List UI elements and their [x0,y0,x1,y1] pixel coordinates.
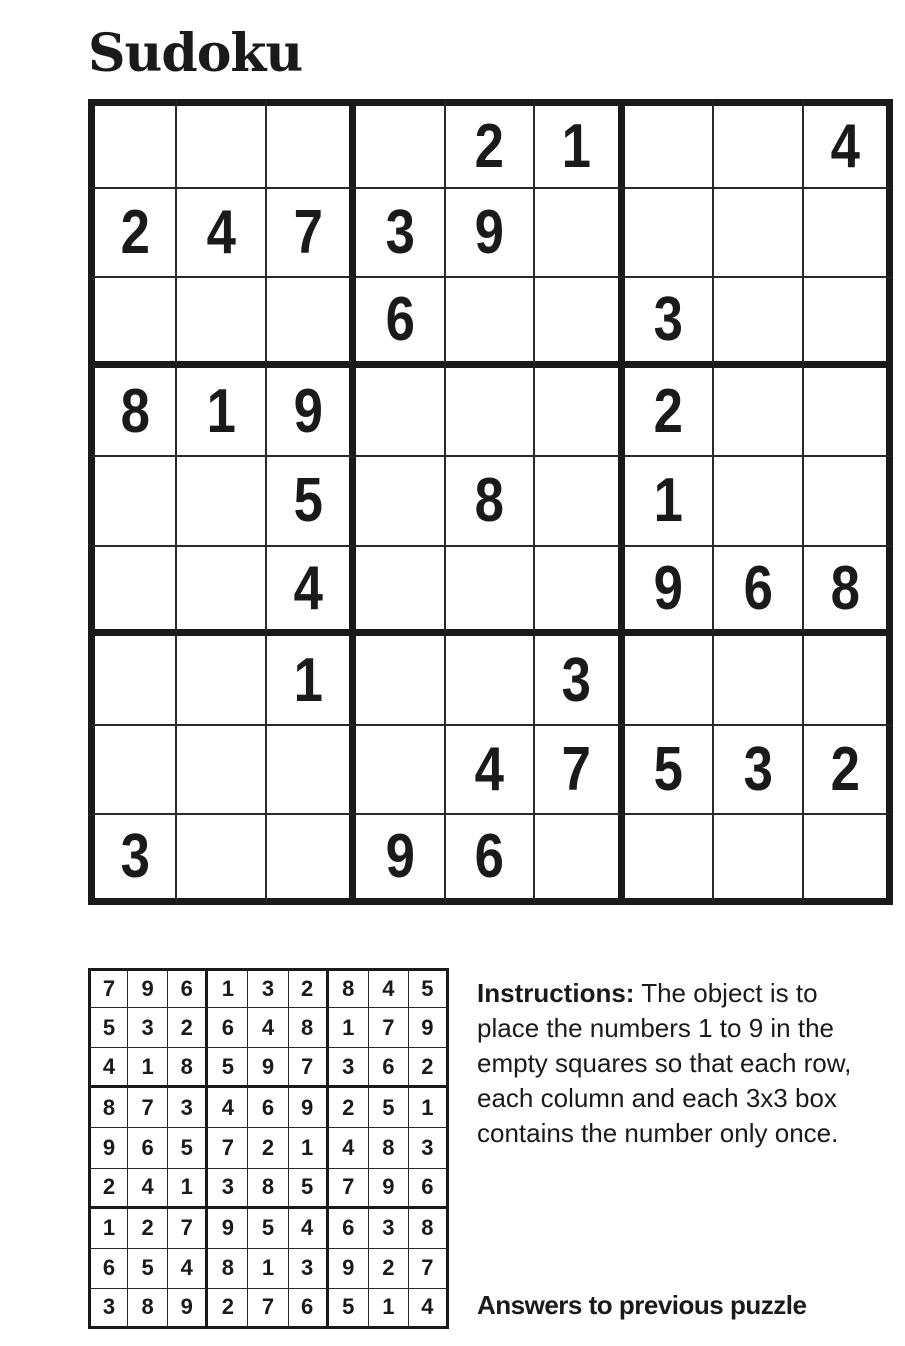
sudoku-cell[interactable] [535,547,624,637]
cell-digit: 8 [120,376,150,446]
sudoku-cell[interactable] [714,368,803,458]
answer-cell: 5 [289,1169,329,1209]
answer-cell: 1 [289,1128,329,1168]
sudoku-cell[interactable] [535,368,624,458]
sudoku-cell[interactable] [804,368,893,458]
answer-cell: 2 [208,1289,248,1329]
answer-cell: 5 [128,1249,168,1289]
sudoku-cell[interactable] [177,726,266,816]
sudoku-cell[interactable] [446,99,535,189]
sudoku-cell[interactable] [177,457,266,547]
sudoku-cell[interactable] [356,99,445,189]
answer-cell: 6 [168,968,208,1008]
sudoku-cell[interactable] [535,278,624,368]
answer-cell: 8 [409,1209,449,1249]
sudoku-cell[interactable] [356,278,445,368]
cell-digit: 3 [385,197,415,267]
answer-cell: 1 [88,1209,128,1249]
cell-digit: 6 [385,284,415,354]
cell-digit: 9 [474,197,505,267]
answer-cell: 2 [289,968,329,1008]
cell-digit: 2 [120,197,150,267]
cell-digit: 2 [653,376,684,446]
answer-cell: 8 [369,1128,409,1168]
answer-cell: 4 [128,1169,168,1209]
instructions-label: Instructions: [477,978,635,1008]
answer-cell: 3 [369,1209,409,1249]
answer-cell: 4 [208,1088,248,1128]
sudoku-cell[interactable] [446,815,535,905]
answer-cell: 6 [289,1289,329,1329]
sudoku-cell[interactable] [625,815,714,905]
answer-cell: 7 [88,968,128,1008]
cell-digit: 1 [206,376,236,446]
sudoku-cell[interactable] [177,189,266,279]
sudoku-cell[interactable] [804,547,893,637]
answer-cell: 3 [248,968,288,1008]
sudoku-cell[interactable] [714,189,803,279]
answer-cell: 6 [128,1128,168,1168]
sudoku-cell[interactable] [446,368,535,458]
answer-cell: 8 [289,1008,329,1048]
sudoku-cell[interactable] [804,815,893,905]
sudoku-cell[interactable] [714,99,803,189]
answer-cell: 3 [168,1088,208,1128]
answer-cell: 9 [329,1249,369,1289]
answer-cell: 5 [208,1048,248,1088]
sudoku-cell[interactable] [804,636,893,726]
answer-cell: 8 [329,968,369,1008]
answer-cell: 2 [329,1088,369,1128]
cell-digit: 9 [653,553,684,623]
answer-cell: 6 [329,1209,369,1249]
answer-cell: 1 [248,1249,288,1289]
sudoku-cell[interactable] [177,636,266,726]
sudoku-cell[interactable] [356,726,445,816]
sudoku-cell[interactable] [88,368,177,458]
cell-digit: 8 [830,553,860,623]
cell-digit: 7 [561,735,592,805]
sudoku-cell[interactable] [446,636,535,726]
answer-cell: 5 [329,1289,369,1329]
sudoku-cell[interactable] [177,278,266,368]
answer-cell: 6 [369,1048,409,1088]
cell-digit: 9 [385,822,415,892]
answer-cell: 2 [168,1008,208,1048]
answer-cell: 3 [409,1128,449,1168]
sudoku-cell[interactable] [804,99,893,189]
sudoku-cell[interactable] [177,547,266,637]
sudoku-cell[interactable] [625,547,714,637]
answer-cell: 7 [208,1128,248,1168]
sudoku-cell[interactable] [177,368,266,458]
answer-cell: 5 [409,968,449,1008]
sudoku-cell[interactable] [88,99,177,189]
sudoku-cell[interactable] [88,547,177,637]
sudoku-cell[interactable] [267,815,356,905]
cell-digit: 4 [474,735,505,805]
answer-cell: 6 [409,1169,449,1209]
sudoku-cell[interactable] [625,726,714,816]
sudoku-cell[interactable] [356,368,445,458]
cell-digit: 4 [293,553,323,623]
instructions-body: The object is to place the numbers 1 to 9 in the empty squares so that each row, each column and each 3x3 box contains the number only once. [477,978,852,1148]
sudoku-cell[interactable] [446,726,535,816]
cell-digit: 4 [830,111,860,181]
cell-digit: 6 [743,553,773,623]
sudoku-cell[interactable] [625,457,714,547]
answer-cell: 3 [329,1048,369,1088]
previous-answer-grid [88,968,449,1329]
instructions-text [477,976,877,1151]
sudoku-cell[interactable] [267,547,356,637]
sudoku-cell[interactable] [625,636,714,726]
answer-cell: 1 [168,1169,208,1209]
sudoku-cell[interactable] [267,189,356,279]
sudoku-cell[interactable] [535,815,624,905]
answer-cell: 9 [409,1008,449,1048]
sudoku-cell[interactable] [88,278,177,368]
sudoku-cell[interactable] [714,457,803,547]
sudoku-cell[interactable] [356,189,445,279]
sudoku-cell[interactable] [804,189,893,279]
cell-digit: 3 [561,645,592,715]
sudoku-cell[interactable] [356,636,445,726]
answer-cell: 3 [208,1169,248,1209]
sudoku-cell[interactable] [714,547,803,637]
sudoku-cell[interactable] [535,189,624,279]
answer-cell: 4 [168,1249,208,1289]
answer-cell: 1 [128,1048,168,1088]
sudoku-cell[interactable] [714,636,803,726]
answer-cell: 5 [168,1128,208,1168]
answer-cell: 2 [128,1209,168,1249]
answer-cell: 7 [128,1088,168,1128]
answer-cell: 8 [168,1048,208,1088]
answer-cell: 5 [248,1209,288,1249]
sudoku-cell[interactable] [625,189,714,279]
answer-cell: 4 [289,1209,329,1249]
answer-cell: 9 [208,1209,248,1249]
sudoku-cell[interactable] [356,547,445,637]
sudoku-cell[interactable] [804,457,893,547]
sudoku-cell[interactable] [88,726,177,816]
answer-cell: 8 [88,1088,128,1128]
answer-cell: 5 [369,1088,409,1128]
answer-cell: 8 [248,1169,288,1209]
cell-digit: 1 [653,466,684,536]
answer-cell: 7 [329,1169,369,1209]
answer-cell: 7 [168,1209,208,1249]
cell-digit: 1 [293,645,323,715]
answer-cell: 9 [88,1128,128,1168]
sudoku-cell[interactable] [535,457,624,547]
answer-cell: 1 [369,1289,409,1329]
answer-cell: 7 [289,1048,329,1088]
answer-cell: 3 [289,1249,329,1289]
answer-cell: 4 [248,1008,288,1048]
sudoku-cell[interactable] [535,636,624,726]
sudoku-cell[interactable] [625,278,714,368]
cell-digit: 4 [206,197,236,267]
cell-digit: 3 [743,735,773,805]
cell-digit: 6 [474,822,505,892]
sudoku-cell[interactable] [267,457,356,547]
answer-cell: 7 [248,1289,288,1329]
cell-digit: 3 [653,284,684,354]
cell-digit: 5 [653,735,684,805]
sudoku-cell[interactable] [88,189,177,279]
answer-cell: 1 [329,1008,369,1048]
sudoku-grid [88,99,893,905]
answer-cell: 7 [369,1008,409,1048]
answer-cell: 2 [369,1249,409,1289]
sudoku-cell[interactable] [714,726,803,816]
answer-cell: 9 [369,1169,409,1209]
sudoku-cell[interactable] [267,99,356,189]
cell-digit: 2 [830,735,860,805]
sudoku-cell[interactable] [535,726,624,816]
sudoku-cell[interactable] [267,278,356,368]
sudoku-cell[interactable] [804,726,893,816]
answer-cell: 1 [409,1088,449,1128]
sudoku-cell[interactable] [177,815,266,905]
answer-cell: 1 [208,968,248,1008]
answer-cell: 3 [128,1008,168,1048]
answer-cell: 8 [128,1289,168,1329]
answer-cell: 4 [88,1048,128,1088]
answer-cell: 9 [289,1088,329,1128]
answer-cell: 5 [88,1008,128,1048]
answers-caption: Answers to previous puzzle [477,1290,807,1320]
answer-cell: 9 [168,1289,208,1329]
answer-cell: 8 [208,1249,248,1289]
sudoku-cell[interactable] [88,457,177,547]
answer-cell: 2 [248,1128,288,1168]
cell-digit: 9 [293,376,323,446]
sudoku-cell[interactable] [356,457,445,547]
cell-digit: 5 [293,466,323,536]
sudoku-cell[interactable] [446,547,535,637]
answer-cell: 4 [409,1289,449,1329]
answer-cell: 6 [88,1249,128,1289]
answer-cell: 3 [88,1289,128,1329]
sudoku-cell[interactable] [446,189,535,279]
puzzle-title: Sudoku [88,23,303,84]
cell-digit: 1 [561,111,592,181]
sudoku-cell[interactable] [267,726,356,816]
answer-cell: 4 [329,1128,369,1168]
cell-digit: 2 [474,111,505,181]
sudoku-cell[interactable] [625,99,714,189]
answer-cell: 9 [248,1048,288,1088]
sudoku-cell[interactable] [267,368,356,458]
answer-cell: 7 [409,1249,449,1289]
sudoku-cell[interactable] [267,636,356,726]
sudoku-cell[interactable] [446,278,535,368]
answer-cell: 6 [248,1088,288,1128]
sudoku-cell[interactable] [714,278,803,368]
answer-cell: 4 [369,968,409,1008]
sudoku-cell[interactable] [88,636,177,726]
sudoku-cell[interactable] [88,815,177,905]
sudoku-cell[interactable] [446,457,535,547]
answer-cell: 6 [208,1008,248,1048]
cell-digit: 3 [120,822,150,892]
answer-cell: 2 [409,1048,449,1088]
answer-cell: 2 [88,1169,128,1209]
cell-digit: 8 [474,466,505,536]
answer-cell: 9 [128,968,168,1008]
sudoku-cell[interactable] [714,815,803,905]
sudoku-cell[interactable] [535,99,624,189]
cell-digit: 7 [293,197,323,267]
sudoku-cell[interactable] [804,278,893,368]
sudoku-cell[interactable] [356,815,445,905]
sudoku-cell[interactable] [625,368,714,458]
sudoku-cell[interactable] [177,99,266,189]
